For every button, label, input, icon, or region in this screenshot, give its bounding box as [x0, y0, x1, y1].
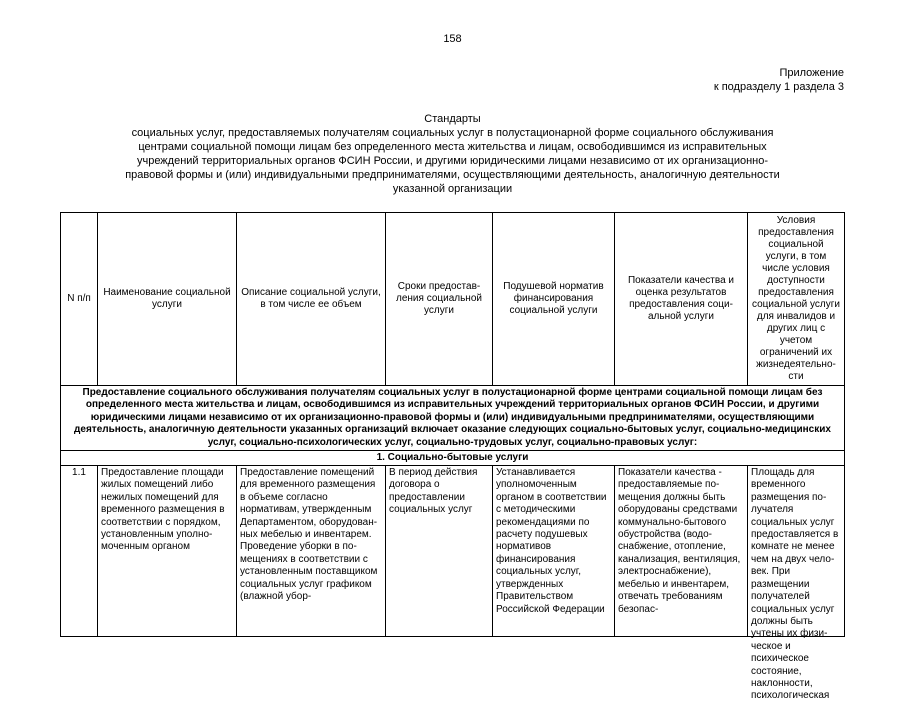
page-number: 158 [443, 33, 462, 45]
cell-text: Устанавливается уполномоченным органом в соответствии с методическими рекомендациями по расчету подушевых нормативов финансирования социальных услуг, утвержденных Правительством Российской Федерации [496, 467, 607, 615]
quality-cell [615, 466, 748, 637]
heading-line: правовой формы и (или) индивидуальными предпринимателями, осуществляющими деятельность, аналогичную деятельности [125, 169, 780, 181]
conditions-cell [748, 466, 845, 702]
table-header-row [61, 213, 845, 386]
heading-line: указанной организации [392, 183, 513, 195]
column-header-service-name: Наименование социальной услуги [98, 213, 237, 386]
appendix-title: Приложение [779, 67, 844, 79]
heading-line: учреждений территориальных органов ФСИН России, и другими юридическими лицами независимо от их организационно- [136, 155, 769, 167]
document-heading [60, 112, 845, 196]
appendix-subtitle: к подразделу 1 раздела 3 [713, 81, 844, 93]
column-header-description: Описание социальной услуги, в том числе ее объем [237, 213, 386, 386]
subsection-title: 1. Социально-бытовые услуги [61, 451, 845, 466]
standards-table [60, 212, 845, 702]
cell-text: Предоставление площади жилых помещений либо нежилых помещений для временного размещения в соответствии с порядком, установленным уполномоченным органом [101, 467, 225, 553]
cell-text: 1.1 [72, 467, 86, 479]
column-header-conditions: Условия предоставления социальной услуги, в том числе условия доступности предоставления социальной услуги для инвалидов и других лиц с учетом ограничений их жизнедеятельности [748, 213, 845, 386]
column-header-financing: Подушевой норматив финансирования социальной услуги [493, 213, 615, 386]
heading-title: Стандарты [424, 113, 481, 125]
section-title: Предоставление социального обслуживания получателям социальных услуг в полустационарной форме центрами социальной помощи лицам без определенного места жительства и лицам, освободившимся из исправительных учреждений территориальных органов ФСИН России, и другими юридическими лицами независимо от их организационно-правовой формы и (или) индивидуальными предпринимателями, осуществляющими деятельность, аналогичную деятельности указанных организаций включает оказание следующих социально-бытовых услуг, социально-медицинских услуг, социально-психологических услуг, социально-трудовых услуг, социально-правовых услуг: [61, 386, 845, 451]
appendix-reference [714, 66, 844, 94]
subsection-row [61, 451, 845, 466]
row-number [61, 466, 98, 637]
column-header-quality: Показатели качества и оценка результатов предоставления социальной услуги [615, 213, 748, 386]
column-header-terms: Сроки предоставления социальной услуги [386, 213, 493, 386]
cell-text: Показатели качества - предоставляемые помещения должны быть оборудованы средствами коммунально-бытового обустройства (водоснабжение, отопление, канализация, вентиляция, электроснабжение), мебелью и инвентарем, отвечать требованиям безопас- [618, 467, 741, 615]
cell-text: Предоставление помещений для временного размещения в объеме согласно нормативам, утвержденным Департаментом, оборудованных мебелью и инвентарем. Проведение уборки в помещениях в соответствии с установленным поставщиком социальных услуг графиком (влажной убор- [240, 467, 378, 603]
table-row [61, 466, 845, 637]
description-cell [237, 466, 386, 637]
cell-text: Площадь для временного размещения получателя социальных услуг предоставляется в комнате не менее чем на двух человек. При размещении получателей социальных услуг должны быть учтены их физическое и психическое состояние, наклонности, психологическая [751, 467, 839, 702]
heading-line: центрами социальной помощи лицам без определенного места жительства и лицам, освободившимся из исправительных [138, 141, 767, 153]
cell-text: В период действия договора о предоставлении социальных услуг [389, 467, 478, 516]
financing-cell [493, 466, 615, 637]
section-row [61, 386, 845, 451]
heading-line: социальных услуг, предоставляемых получателям социальных услуг в полустационарной форме социального обслуживания [131, 127, 774, 139]
service-name-cell [98, 466, 237, 637]
column-header-number: N п/п [61, 213, 98, 386]
terms-cell [386, 466, 493, 637]
